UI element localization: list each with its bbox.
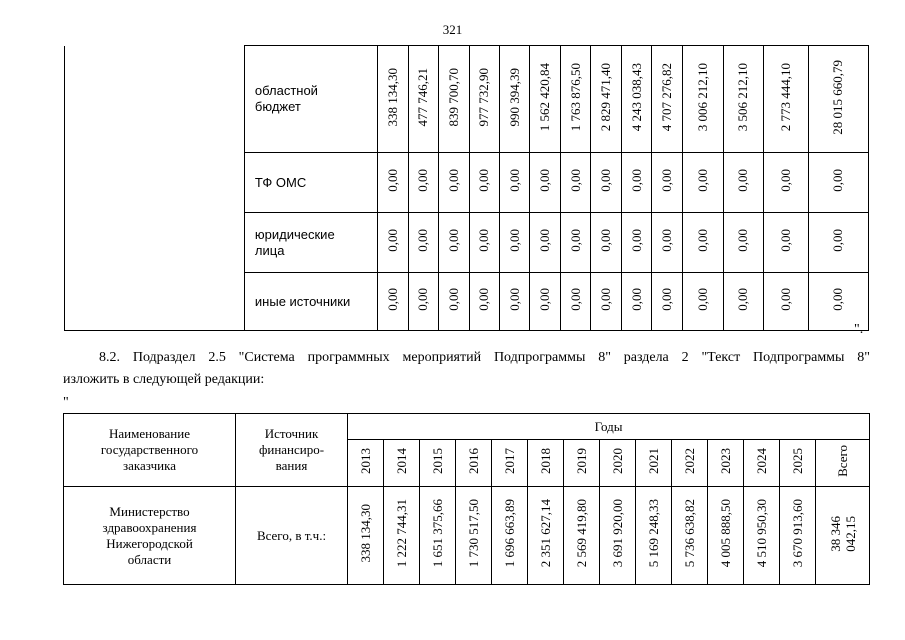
opening-quote: " xyxy=(63,395,69,410)
year-header xyxy=(564,440,600,487)
year-value: 1 651 375,66 xyxy=(429,499,445,568)
empty-cell xyxy=(65,46,245,153)
value-cell xyxy=(591,46,621,153)
funding-sources-table xyxy=(64,45,869,331)
value-cell xyxy=(560,46,590,153)
value-cell xyxy=(764,153,809,213)
value-cell xyxy=(723,273,764,331)
total-label: Всего xyxy=(834,445,850,477)
value-cell xyxy=(808,213,868,273)
cell-value: 2 773 444,10 xyxy=(778,62,794,132)
cell-value: 0,00 xyxy=(384,288,400,311)
value-cell xyxy=(591,153,621,213)
cell-value: 0,00 xyxy=(476,288,492,311)
cell-value: 4 707 276,82 xyxy=(659,62,675,132)
cell-value: 990 394,39 xyxy=(506,67,522,127)
year-header xyxy=(744,440,780,487)
table-row xyxy=(65,213,869,273)
year-value: 338 134,30 xyxy=(357,504,373,563)
value-cell xyxy=(652,213,682,273)
table-row xyxy=(65,273,869,331)
year-value: 5 736 638,82 xyxy=(681,499,697,568)
cell-value: 0,00 xyxy=(506,169,522,192)
year-value: 1 222 744,31 xyxy=(393,499,409,568)
year-header xyxy=(348,440,384,487)
cell-value: 0,00 xyxy=(778,229,794,252)
total-header xyxy=(816,440,870,487)
cell-value: 0,00 xyxy=(506,288,522,311)
cell-value: 477 746,21 xyxy=(415,67,431,127)
value-cell xyxy=(560,213,590,273)
value-cell xyxy=(469,153,499,213)
year-label: 2024 xyxy=(753,448,769,474)
source-label: юридические лица xyxy=(244,213,377,273)
year-value: 4 005 888,50 xyxy=(717,499,733,568)
value-cell xyxy=(621,153,651,213)
cell-value: 0,00 xyxy=(537,288,553,311)
source-label: ТФ ОМС xyxy=(244,153,377,213)
cell-value: 0,00 xyxy=(830,288,846,311)
header-years: Годы xyxy=(348,414,870,440)
value-cell xyxy=(652,273,682,331)
value-cell xyxy=(723,153,764,213)
table-row xyxy=(65,46,869,153)
year-value: 3 670 913,60 xyxy=(789,499,805,568)
cell-value: 0,00 xyxy=(735,229,751,252)
value-cell xyxy=(723,46,764,153)
cell-value: 0,00 xyxy=(830,229,846,252)
value-cell xyxy=(469,46,499,153)
year-value-cell xyxy=(564,487,600,585)
cell-value: 0,00 xyxy=(598,229,614,252)
program-measures-table xyxy=(63,413,870,585)
year-value-cell xyxy=(708,487,744,585)
cell-value: 0,00 xyxy=(659,169,675,192)
cell-value: 3 006 212,10 xyxy=(694,62,710,132)
value-cell xyxy=(652,153,682,213)
value-cell xyxy=(808,153,868,213)
cell-value: 0,00 xyxy=(445,169,461,192)
value-cell xyxy=(378,153,408,213)
cell-value: 0,00 xyxy=(694,288,710,311)
year-value: 5 169 248,33 xyxy=(645,499,661,568)
year-value: 2 351 627,14 xyxy=(537,499,553,568)
cell-value: 0,00 xyxy=(735,288,751,311)
empty-cell xyxy=(65,213,245,273)
cell-value: 0,00 xyxy=(628,169,644,192)
value-cell xyxy=(439,273,469,331)
year-value: 4 510 950,30 xyxy=(753,499,769,568)
year-value: 1 730 517,50 xyxy=(465,499,481,568)
total-value-cell xyxy=(816,487,870,585)
value-cell xyxy=(764,273,809,331)
cell-value: 0,00 xyxy=(537,229,553,252)
value-cell xyxy=(439,46,469,153)
value-cell xyxy=(560,153,590,213)
year-label: 2023 xyxy=(717,448,733,474)
value-cell xyxy=(469,213,499,273)
cell-value: 0,00 xyxy=(384,229,400,252)
value-cell xyxy=(378,213,408,273)
cell-value: 0,00 xyxy=(445,229,461,252)
cell-value: 0,00 xyxy=(415,288,431,311)
year-label: 2022 xyxy=(681,448,697,474)
year-value-cell xyxy=(492,487,528,585)
cell-value: 0,00 xyxy=(830,169,846,192)
year-header xyxy=(384,440,420,487)
value-cell xyxy=(621,273,651,331)
cell-value: 0,00 xyxy=(415,229,431,252)
cell-value: 2 829 471,40 xyxy=(598,62,614,132)
value-cell xyxy=(469,273,499,331)
empty-cell xyxy=(65,273,245,331)
year-value-cell xyxy=(636,487,672,585)
year-value-cell xyxy=(780,487,816,585)
cell-value: 0,00 xyxy=(567,169,583,192)
value-cell xyxy=(530,46,560,153)
customer-cell: Министерство здравоохранения Нижегородской области xyxy=(64,487,236,585)
year-value-cell xyxy=(600,487,636,585)
table-row xyxy=(65,153,869,213)
cell-value: 338 134,30 xyxy=(384,67,400,127)
cell-value: 0,00 xyxy=(598,288,614,311)
value-cell xyxy=(621,46,651,153)
source-cell: Всего, в т.ч.: xyxy=(236,487,348,585)
year-label: 2019 xyxy=(573,448,589,474)
value-cell xyxy=(560,273,590,331)
cell-value: 0,00 xyxy=(628,288,644,311)
value-cell xyxy=(499,273,529,331)
cell-value: 0,00 xyxy=(506,229,522,252)
cell-value: 0,00 xyxy=(476,229,492,252)
year-value: 1 696 663,89 xyxy=(501,499,517,568)
year-value-cell xyxy=(348,487,384,585)
year-label: 2014 xyxy=(393,448,409,474)
cell-value: 839 700,70 xyxy=(445,67,461,127)
cell-value: 0,00 xyxy=(778,169,794,192)
year-header xyxy=(456,440,492,487)
year-value: 3 691 920,00 xyxy=(609,499,625,568)
year-value-cell xyxy=(384,487,420,585)
cell-value: 0,00 xyxy=(476,169,492,192)
year-header xyxy=(780,440,816,487)
value-cell xyxy=(764,46,809,153)
year-value-cell xyxy=(744,487,780,585)
year-label: 2013 xyxy=(357,448,373,474)
value-cell xyxy=(378,273,408,331)
cell-value: 0,00 xyxy=(384,169,400,192)
value-cell xyxy=(530,273,560,331)
cell-value: 977 732,90 xyxy=(476,67,492,127)
header-customer: Наименование государственного заказчика xyxy=(64,414,236,487)
year-header xyxy=(420,440,456,487)
year-value: 2 569 419,80 xyxy=(573,499,589,568)
empty-cell xyxy=(65,153,245,213)
year-label: 2021 xyxy=(645,448,661,474)
value-cell xyxy=(682,273,723,331)
year-header xyxy=(492,440,528,487)
year-value-cell xyxy=(420,487,456,585)
value-cell xyxy=(530,213,560,273)
value-cell xyxy=(591,213,621,273)
value-cell xyxy=(408,273,438,331)
amendment-paragraph xyxy=(63,347,870,391)
cell-value: 0,00 xyxy=(598,169,614,192)
cell-value: 1 562 420,84 xyxy=(537,62,553,132)
year-header xyxy=(672,440,708,487)
cell-value: 0,00 xyxy=(735,169,751,192)
value-cell xyxy=(408,46,438,153)
cell-value: 4 243 038,43 xyxy=(628,62,644,132)
value-cell xyxy=(378,46,408,153)
value-cell xyxy=(439,213,469,273)
year-label: 2025 xyxy=(789,448,805,474)
year-header xyxy=(600,440,636,487)
total-value: 38 346 042,15 xyxy=(827,515,858,552)
cell-value: 28 015 660,79 xyxy=(830,59,846,135)
cell-value: 3 506 212,10 xyxy=(735,62,751,132)
cell-value: 0,00 xyxy=(694,229,710,252)
value-cell xyxy=(439,153,469,213)
cell-value: 0,00 xyxy=(778,288,794,311)
value-cell xyxy=(408,213,438,273)
value-cell xyxy=(408,153,438,213)
year-header xyxy=(636,440,672,487)
year-label: 2016 xyxy=(465,448,481,474)
paragraph-line-1: 8.2. Подраздел 2.5 "Система программных мероприятий Подпрограммы 8" раздела 2 "Текст Подпрограммы 8" xyxy=(99,350,870,365)
value-cell xyxy=(652,46,682,153)
cell-value: 1 763 876,50 xyxy=(567,62,583,132)
cell-value: 0,00 xyxy=(567,229,583,252)
page-number: 321 xyxy=(442,22,463,37)
closing-quote: ". xyxy=(854,322,864,337)
source-label: иные источники xyxy=(244,273,377,331)
year-label: 2020 xyxy=(609,448,625,474)
cell-value: 0,00 xyxy=(445,288,461,311)
cell-value: 0,00 xyxy=(659,229,675,252)
year-label: 2018 xyxy=(537,448,553,474)
value-cell xyxy=(808,46,868,153)
cell-value: 0,00 xyxy=(659,288,675,311)
year-header xyxy=(708,440,744,487)
value-cell xyxy=(499,213,529,273)
paragraph-line-2: изложить в следующей редакции: xyxy=(63,372,265,387)
value-cell xyxy=(682,213,723,273)
year-value-cell xyxy=(456,487,492,585)
cell-value: 0,00 xyxy=(694,169,710,192)
value-cell xyxy=(621,213,651,273)
year-label: 2015 xyxy=(429,448,445,474)
year-value-cell xyxy=(528,487,564,585)
value-cell xyxy=(682,46,723,153)
value-cell xyxy=(723,213,764,273)
year-value-cell xyxy=(672,487,708,585)
cell-value: 0,00 xyxy=(415,169,431,192)
value-cell xyxy=(591,273,621,331)
value-cell xyxy=(764,213,809,273)
header-source: Источник финансиро- вания xyxy=(236,414,348,487)
value-cell xyxy=(499,46,529,153)
year-header xyxy=(528,440,564,487)
value-cell xyxy=(499,153,529,213)
cell-value: 0,00 xyxy=(537,169,553,192)
cell-value: 0,00 xyxy=(567,288,583,311)
source-label: областной бюджет xyxy=(244,46,377,153)
value-cell xyxy=(682,153,723,213)
year-label: 2017 xyxy=(501,448,517,474)
cell-value: 0,00 xyxy=(628,229,644,252)
value-cell xyxy=(530,153,560,213)
